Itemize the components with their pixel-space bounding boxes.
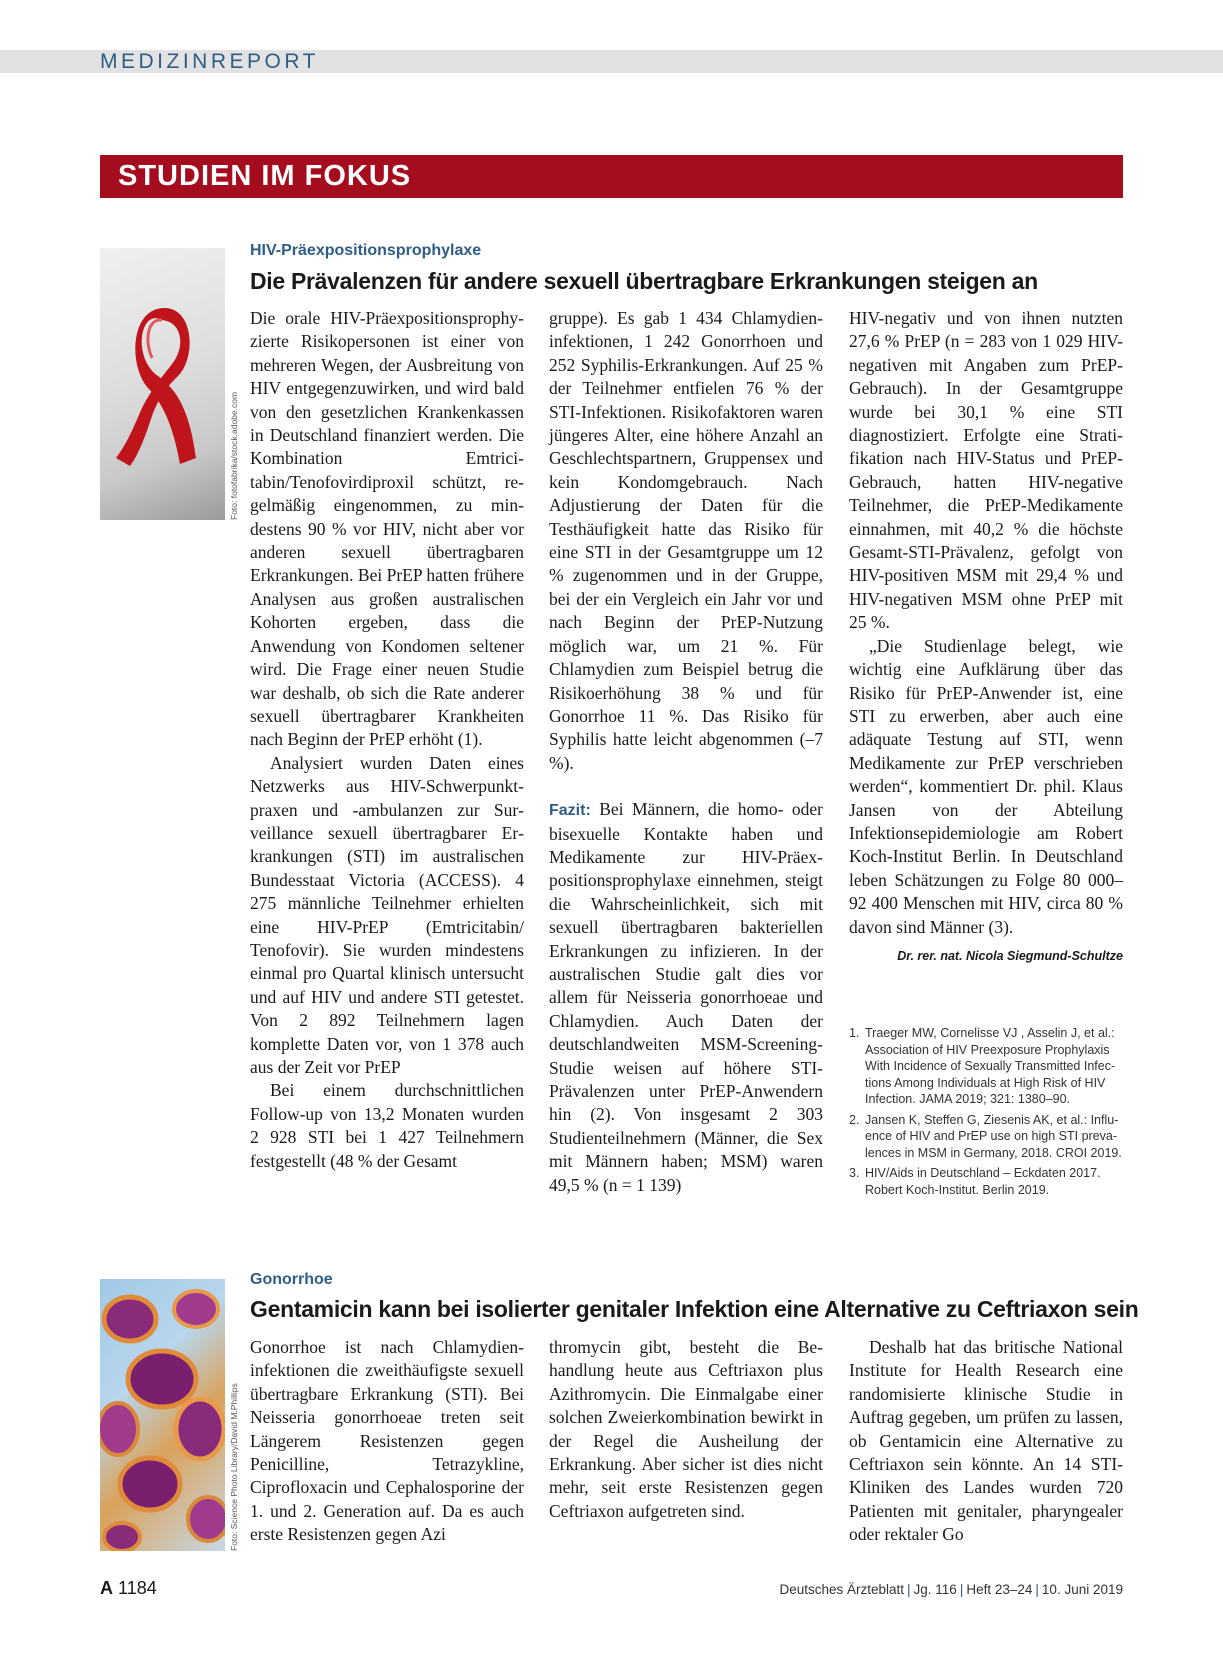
- page-number: [100, 1578, 157, 1599]
- page-prefix: A: [100, 1578, 113, 1598]
- article-headline: Gentamicin kann bei isolierter genitaler Infektion eine Alternative zu Ceftriaxon sein: [250, 1296, 1139, 1322]
- section-label: MEDIZINREPORT: [100, 50, 319, 73]
- paragraph: thromycin gibt, besteht die Behandlung heute aus Ceftriaxon plus Azithromycin. Die Einmalgabe einer solchen Zweierkombination bewirkt in der Regel die Ausheilung der Erkrankung. Aber sicher ist dies nicht mehr, seit erste Resistenzen gegen Ceftriaxon aufgetreten sind.: [549, 1337, 823, 1521]
- red-ribbon-photo: [100, 248, 225, 520]
- photo-credit: Foto: fotofabrika/stock.adobe.com: [229, 391, 239, 520]
- reference-text: Traeger MW, Cornelisse VJ , Asselin J, et al.: Association of HIV Preexposure Prophylaxis With Incidence of Sexually Transmitted Infections Among Individuals at High Risk of HIV Infection. JAMA 2019; 321: 1380–90.: [865, 1026, 1116, 1106]
- paragraph: Deshalb hat das britische National Institute for Health Research eine randomisierte klinische Studie in Auftrag gegeben, um prüfen zu lassen, ob Gentamicin eine Alternative zu Ceftriaxon sein könnte. An 14 STI-Kliniken des Landes wurden 720 Patienten mit genitaler, pharyngealer oder rektaler Go: [849, 1337, 1123, 1545]
- reference-number: 1.: [849, 1026, 860, 1040]
- paragraph: Die orale HIV-Präexpositionsprophyzierte Risikopersonen ist einer von mehreren Wegen, der Ausbreitung von HIV entgegenzuwirken, und wird bald von den gesetzlichen Krankenkassen in Deutschland finanziert werden. Die Kombination Emtricitabin/Tenofovirdiproxil schützt, regelmäßig eingenommen, zu mindestens 90 % vor HIV, nicht aber vor anderen sexuell übertragbaren Erkrankungen. Bei PrEP hatten frühere Analysen aus großen australischen Kohorten ergeben, dass die Anwendung von Kondomen seltener wird. Die Frage einer neuen Studie war deshalb, ob sich die Rate anderer sexuell übertragbarer Krankheiten nach Beginn der PrEP erhöht (1).: [250, 308, 524, 750]
- fazit-paragraph: [549, 798, 823, 1197]
- paragraph: „Die Studienlage belegt, wie wichtig eine Aufklärung über das Risiko für PrEP-Anwender ist, eine STI zu erwerben, aber auch eine adäquate Testung auf STI, wenn Medikamente zur PrEP verschrieben werden“, kommentiert Dr. phil. Klaus Jansen von der Abteilung Infektionsepidemiologie am Robert Koch-Institut Berlin. In Deutschland leben Schätzungen zu Folge 80 000–92 400 Menschen mit HIV, circa 80 % davon sind Männer (3).: [849, 635, 1123, 937]
- journal-date: 10. Juni 2019: [1041, 1582, 1123, 1597]
- journal-volume: Jg. 116: [913, 1582, 957, 1597]
- journal-issue: Heft 23–24: [966, 1582, 1033, 1597]
- references-list: [849, 1025, 1123, 1202]
- article-column-1: [250, 307, 524, 1173]
- article-column-3: [849, 1336, 1123, 1547]
- reference-item: [849, 1112, 1123, 1162]
- reference-item: [849, 1165, 1123, 1198]
- reference-item: [849, 1025, 1123, 1108]
- section-banner: [100, 155, 1123, 198]
- banner-title: STUDIEN IM FOKUS: [118, 160, 412, 192]
- reference-number: 2.: [849, 1112, 860, 1127]
- journal-info: Deutsches Ärzteblatt | Jg. 116 | Heft 23–24 | 10. Juni 2019: [779, 1582, 1123, 1597]
- article-headline: Die Prävalenzen für andere sexuell übertragbare Erkrankungen steigen an: [250, 268, 1038, 294]
- bacteria-micrograph-photo: [100, 1279, 225, 1551]
- paragraph: Analysiert wurden Daten eines Netzwerks aus HIV-Schwerpunktpraxen und -ambulanzen zur Surveillance sexuell übertragbarer Erkrankungen (STI) im australischen Bundesstaat Victoria (ACCESS). 4 275 männliche Teilnehmer erhielten eine HIV-PrEP (Emtricitabin/ Tenofovir). Sie wurden mindestens einmal pro Quartal klinisch untersucht und auf HIV und andere STI getestet. Von 2 892 Teilnehmern lagen komplette Daten vor, von 1 378 auch aus der Zeit vor PrEP: [250, 752, 524, 1077]
- article-column-2: [549, 1336, 823, 1523]
- reference-text: HIV/Aids in Deutschland – Eckdaten 2017. Robert Koch-Institut. Berlin 2019.: [865, 1166, 1101, 1197]
- paragraph: HIV-negativ und von ihnen nutzten 27,6 % PrEP (n = 283 von 1 029 HIV-negativen mit Angaben zum PrEP-Gebrauch). In der Gesamtgruppe wurde bei 30,1 % eine STI diagnostiziert. Erfolgte eine Stratifikation nach HIV-Status und PrEP-Gebrauch, hatten HIV-negative Teilnehmer, die PrEP-Medikamente einnahmen, mit 40,2 % die höchste Gesamt-STI-Prävalenz, gefolgt von HIV-positiven MSM mit 29,4 % und HIV-negativen MSM ohne PrEP mit 25 %.: [849, 308, 1123, 633]
- paragraph: Gonorrhoe ist nach Chlamydieninfektionen die zweithäufigste sexuell übertragbare Erkrankung (STI). Bei Neisseria gonorrhoeae treten seit Längerem Resistenzen gegen Penicilline, Tetrazykline, Ciprofloxacin und Cephalosporine der 1. und 2. Generation auf. Da es auch erste Resistenzen gegen Azi: [250, 1337, 524, 1545]
- photo-credit: Foto: Science Photo Library/David M.Phillips: [229, 1383, 239, 1551]
- article-column-2: [549, 307, 823, 1197]
- article-kicker: HIV-Präexpositionsprophylaxe: [250, 242, 482, 259]
- article-column-1: [250, 1336, 524, 1547]
- article-kicker: Gonorrhoe: [250, 1271, 333, 1288]
- red-ribbon-icon: [100, 248, 225, 520]
- page-number-value: 1184: [118, 1578, 157, 1598]
- paragraph: gruppe). Es gab 1 434 Chlamydieninfektionen, 1 242 Gonorrhoen und 252 Syphilis-Erkrankungen. Auf 25 % der Teilnehmer entfielen 76 % der STI-Infektionen. Risikofaktoren waren jüngeres Alter, eine höhere Anzahl an Geschlechtspartnern, Gruppensex und kein Kondomgebrauch. Nach Adjustierung der Daten für die Testhäufigkeit hatte das Risiko für eine STI in der Gesamtgruppe um 12 % zugenommen und in der Gruppe, bei der ein Vergleich ein Jahr vor und nach Beginn der PrEP-Nutzung möglich war, um 21 %. Für Chlamydien zum Beispiel betrug die Risikoerhöhung 38 % und für Gonorrhoe 11 %. Das Risiko für Syphilis hatte leicht abgenommen (–7 %).: [549, 308, 823, 773]
- paragraph: Bei einem durchschnittlichen Follow-up von 13,2 Monaten wurden 2 928 STI bei 1 427 Teilnehmern festgestellt (48 % der Gesamt: [250, 1080, 524, 1171]
- fazit-text: Bei Männern, die homo- oder bisexuelle Kontakte haben und Medikamente zur HIV-Präexpositionsprophylaxe einnehmen, steigt die Wahrscheinlichkeit, sich mit sexuell übertragbaren bakteriellen Erkrankungen zu infizieren. In der australischen Studie galt dies vor allem für Neisseria gonorrhoeae und Chlamydien. Auch Daten der deutschlandweiten MSM-Screening-Studie weisen auf höhere STI-Prävalenzen unter PrEP-Anwendern hin (2). Von insgesamt 2 303 Studienteilnehmern (Männer, die Sex mit Männern haben; MSM) waren 49,5 % (n = 1 139): [549, 799, 824, 1195]
- fazit-label: Fazit:: [549, 802, 591, 820]
- article-column-3: [849, 307, 1123, 968]
- bacteria-cells-icon: [100, 1279, 225, 1551]
- reference-number: 3.: [849, 1166, 860, 1180]
- journal-name: Deutsches Ärzteblatt: [779, 1582, 905, 1597]
- reference-text: Jansen K, Steffen G, Ziesenis AK, et al.: Influence of HIV and PrEP use on high STI prevalences in MSM in Germany, 2018. CROI 2019.: [865, 1112, 1122, 1160]
- author-byline: Dr. rer. nat. Nicola Siegmund-Schultze: [897, 948, 1123, 963]
